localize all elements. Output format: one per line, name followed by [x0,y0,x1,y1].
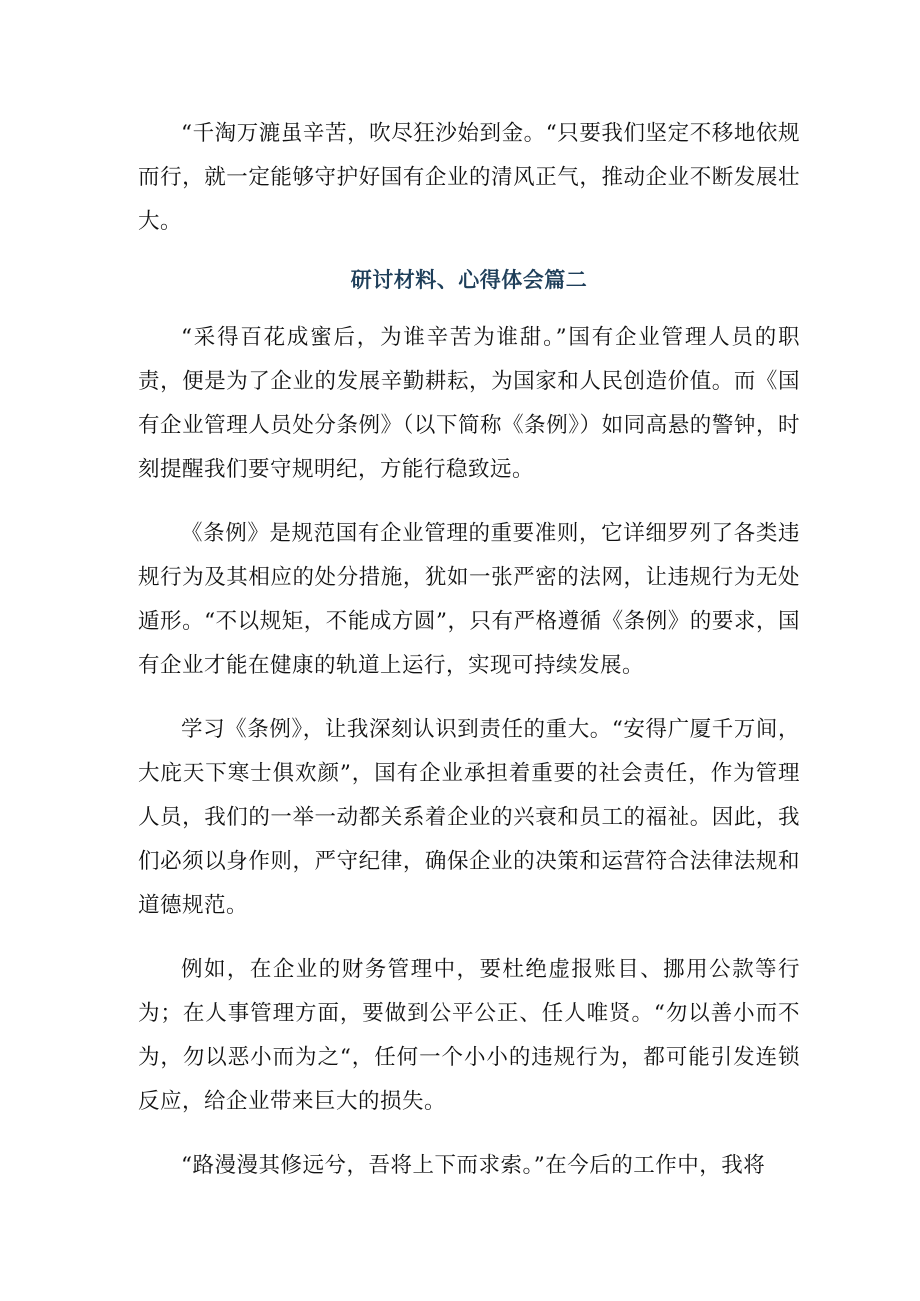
section-title: 研讨材料、心得体会篇二 [350,267,588,292]
paragraph-3: 学习《条例》，让我深刻认识到责任的重大。“安得广厦千万间，大庇天下寒士俱欢颜”，国有企业承担着重要的社会责任，作为管理人员，我们的一举一动都关系着企业的兴衰和员工的福祉。因此，我们必须以身作则，严守纪律，确保企业的决策和运营符合法律法规和道德规范。 [138,717,800,918]
paragraph-5: “路漫漫其修远兮，吾将上下而求索。”在今后的工作中，我将 [181,1153,766,1178]
paragraph-4: 例如，在企业的财务管理中，要杜绝虚报账目、挪用公款等行为；在人事管理方面，要做到公平公正、任人唯贤。“勿以善小而不为，勿以恶小而为之“，任何一个小小的违规行为，都可能引发连锁反应，给企业带来巨大的损失。 [138,957,800,1114]
paragraph-2: 《条例》是规范国有企业管理的重要准则，它详细罗列了各类违规行为及其相应的处分措施，犹如一张严密的法网，让违规行为无处遁形。“不以规矩，不能成方圆”，只有严格遵循《条例》的要求，国有企业才能在健康的轨道上运行，实现可持续发展。 [138,521,800,678]
paragraph-intro: “千淘万漉虽辛苦，吹尽狂沙始到金。“只要我们坚定不移地依规而行，就一定能够守护好国有企业的清风正气，推动企业不断发展壮大。 [138,121,800,234]
paragraph-1: “采得百花成蜜后，为谁辛苦为谁甜。”国有企业管理人员的职责，便是为了企业的发展辛勤耕耘，为国家和人民创造价值。而《国有企业管理人员处分条例》（以下简称《条例》）如同高悬的警钟，时刻提醒我们要守规明纪，方能行稳致远。 [138,325,800,482]
